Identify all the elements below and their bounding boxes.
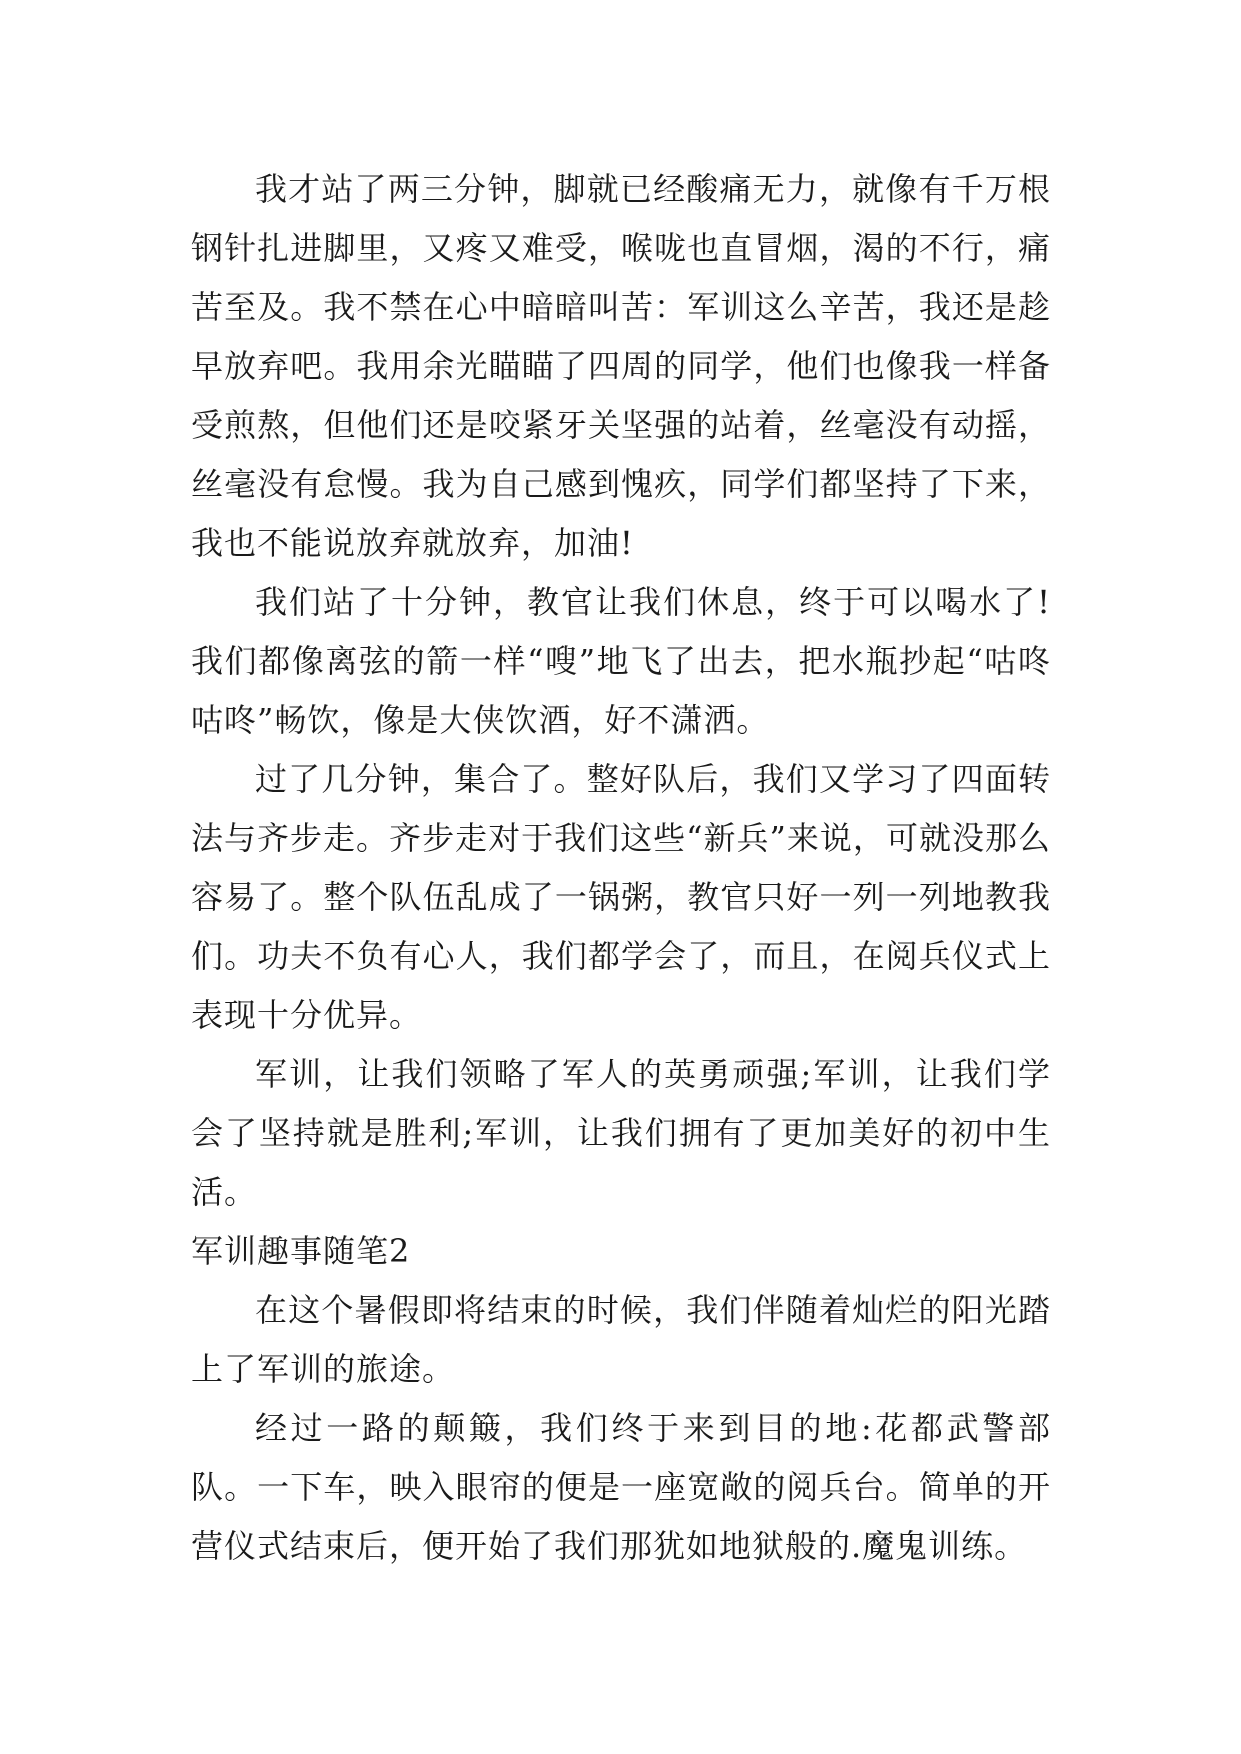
paragraph-journey-start: 在这个暑假即将结束的时候，我们伴随着灿烂的阳光踏上了军训的旅途。 (191, 1291, 1051, 1388)
paragraph-water-break: 我们站了十分钟，教官让我们休息，终于可以喝水了!我们都像离弦的箭一样“嗖”地飞了出去，把水瓶抄起“咕咚咕咚”畅饮，像是大侠饮酒，好不潇洒。 (191, 583, 1051, 739)
paragraph-arrival: 经过一路的颠簸，我们终于来到目的地:花都武警部队。一下车，映入眼帘的便是一座宽敞的阅兵台。简单的开营仪式结束后，便开始了我们那犹如地狱般的.魔鬼训练。 (191, 1409, 1051, 1565)
section-heading: 军训趣事随笔2 (191, 1232, 411, 1270)
paragraph-conclusion: 军训，让我们领略了军人的英勇顽强;军训，让我们学会了坚持就是胜利;军训，让我们拥有了更加美好的初中生活。 (191, 1055, 1051, 1211)
paragraph-marching-practice: 过了几分钟，集合了。整好队后，我们又学习了四面转法与齐步走。齐步走对于我们这些“新兵”来说，可就没那么容易了。整个队伍乱成了一锅粥，教官只好一列一列地教我们。功夫不负有心人，我们都学会了，而且，在阅兵仪式上表现十分优异。 (191, 760, 1051, 1034)
document-body (191, 160, 1051, 1576)
paragraph-standing-pain: 我才站了两三分钟，脚就已经酸痛无力，就像有千万根钢针扎进脚里，又疼又难受，喉咙也直冒烟，渴的不行，痛苦至及。我不禁在心中暗暗叫苦：军训这么辛苦，我还是趁早放弃吧。我用余光瞄瞄了四周的同学，他们也像我一样备受煎熬，但他们还是咬紧牙关坚强的站着，丝毫没有动摇，丝毫没有怠慢。我为自己感到愧疚，同学们都坚持了下来，我也不能说放弃就放弃，加油! (191, 170, 1051, 562)
